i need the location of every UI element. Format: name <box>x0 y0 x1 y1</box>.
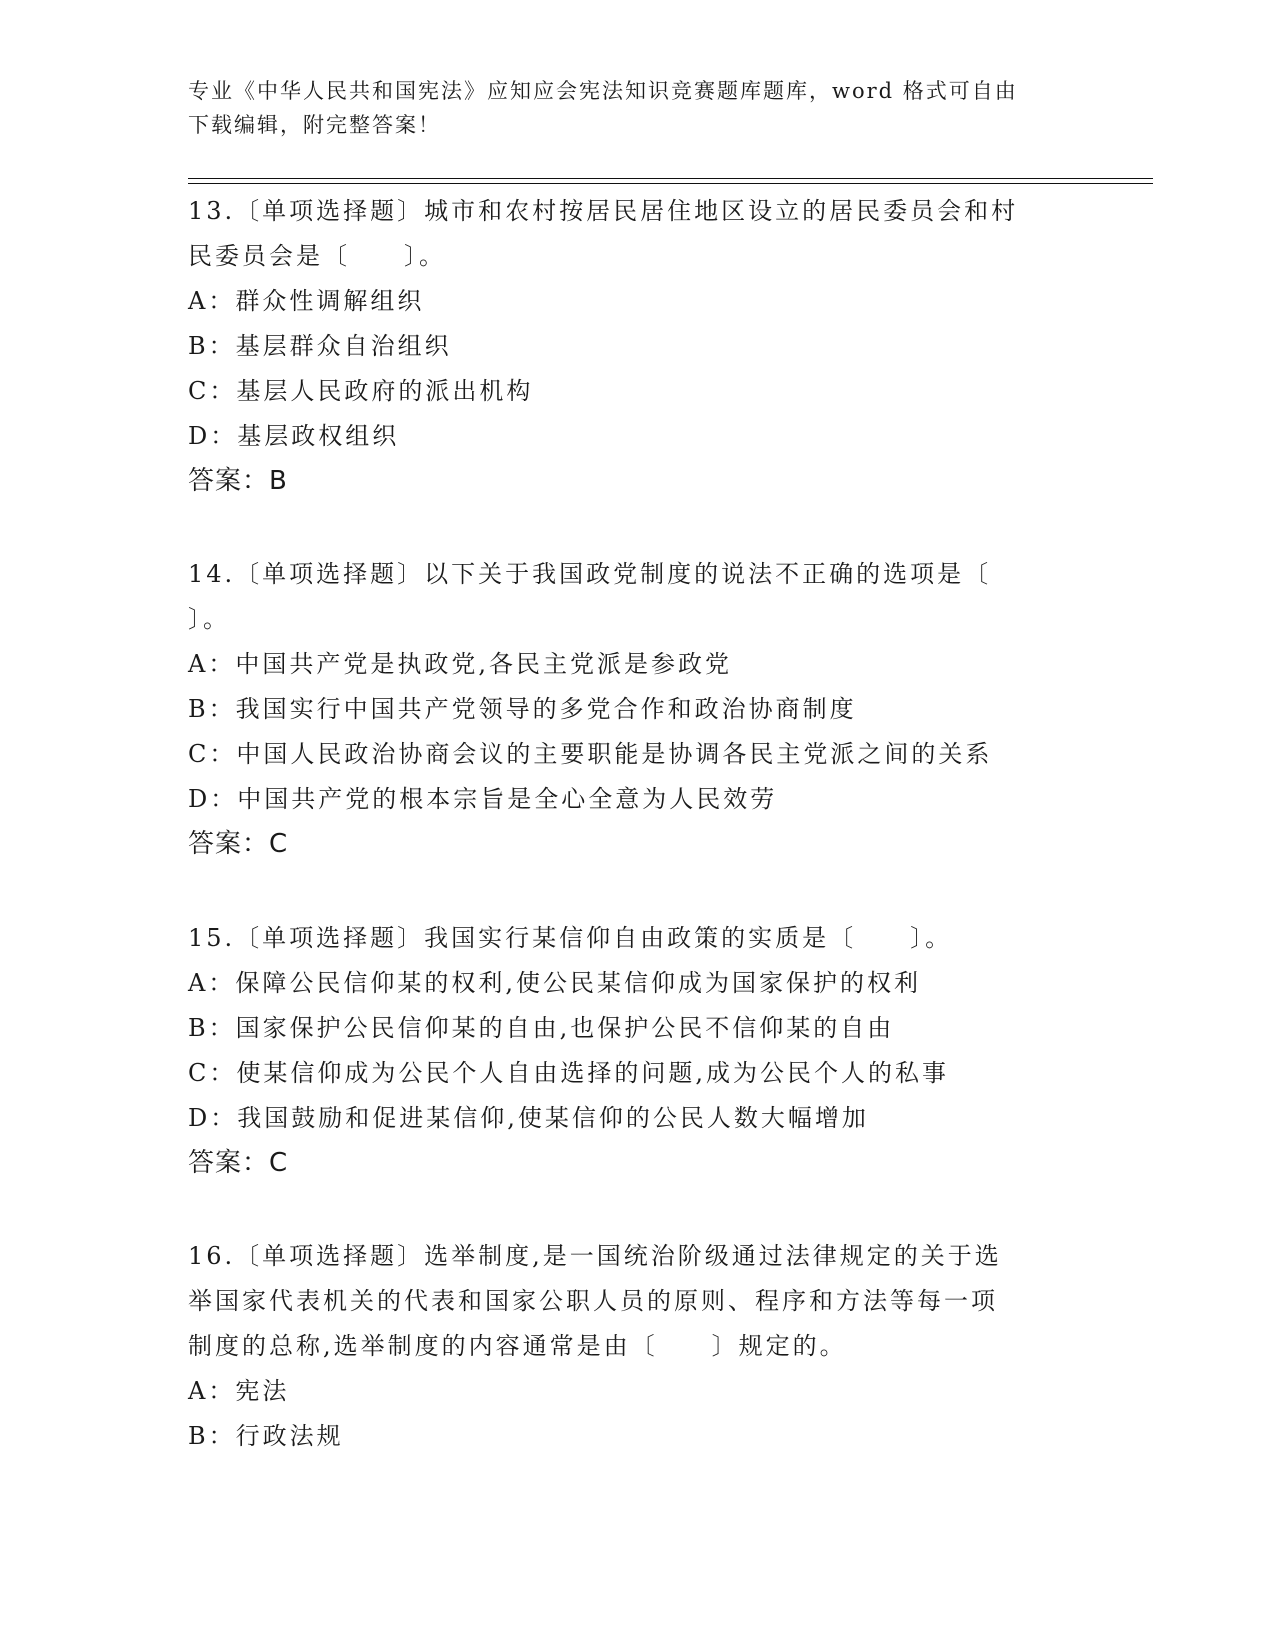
answer: 答案：C <box>188 829 289 859</box>
option-c: C：使某信仰成为公民个人自由选择的问题,成为公民个人的私事 <box>188 1059 949 1087</box>
question-stem <box>188 1234 1088 1369</box>
header-line-1: 专业《中华人民共和国宪法》应知应会宪法知识竞赛题库题库，word 格式可自由 <box>188 79 1018 103</box>
header-divider-top <box>188 178 1153 179</box>
question-stem-line: 制度的总称,选举制度的内容通常是由〔 〕规定的。 <box>188 1332 847 1360</box>
document-header <box>188 74 1088 142</box>
option-a: A：群众性调解组织 <box>188 287 425 315</box>
option-b: B：我国实行中国共产党领导的多党合作和政治协商制度 <box>188 695 857 723</box>
question-stem-line: 民委员会是〔 〕。 <box>188 242 446 270</box>
question-stem-line: 〕。 <box>188 605 230 633</box>
option-d: D：基层政权组织 <box>188 422 400 450</box>
question-stem-line: 15.〔单项选择题〕我国实行某信仰自由政策的实质是〔 〕。 <box>188 924 953 952</box>
question-stem-line: 14.〔单项选择题〕以下关于我国政党制度的说法不正确的选项是〔 <box>188 560 992 588</box>
question-stem-line: 举国家代表机关的代表和国家公职人员的原则、程序和方法等每一项 <box>188 1287 998 1315</box>
answer: 答案：C <box>188 1148 289 1178</box>
question-stem <box>188 916 1088 961</box>
option-d: D：我国鼓励和促进某信仰,使某信仰的公民人数大幅增加 <box>188 1104 869 1132</box>
question-stem-line: 13.〔单项选择题〕城市和农村按居民居住地区设立的居民委员会和村 <box>188 197 1019 225</box>
question-14 <box>188 552 1088 867</box>
header-divider-bottom <box>188 183 1153 184</box>
option-c: C：基层人民政府的派出机构 <box>188 377 534 405</box>
option-b: B：基层群众自治组织 <box>188 332 452 360</box>
header-line-2: 下载编辑，附完整答案！ <box>188 113 441 137</box>
question-stem <box>188 552 1088 642</box>
option-a: A：保障公民信仰某的权利,使公民某信仰成为国家保护的权利 <box>188 969 921 997</box>
answer: 答案：B <box>188 466 288 496</box>
question-stem <box>188 189 1088 279</box>
option-a: A：中国共产党是执政党,各民主党派是参政党 <box>188 650 732 678</box>
question-stem-line: 16.〔单项选择题〕选举制度,是一国统治阶级通过法律规定的关于选 <box>188 1242 1002 1270</box>
option-d: D：中国共产党的根本宗旨是全心全意为人民效劳 <box>188 785 778 813</box>
option-a: A：宪法 <box>188 1377 290 1405</box>
option-b: B：国家保护公民信仰某的自由,也保护公民不信仰某的自由 <box>188 1014 895 1042</box>
option-c: C：中国人民政治协商会议的主要职能是协调各民主党派之间的关系 <box>188 740 993 768</box>
question-16 <box>188 1234 1088 1459</box>
question-15 <box>188 916 1088 1186</box>
question-13 <box>188 189 1088 504</box>
option-b: B：行政法规 <box>188 1422 344 1450</box>
